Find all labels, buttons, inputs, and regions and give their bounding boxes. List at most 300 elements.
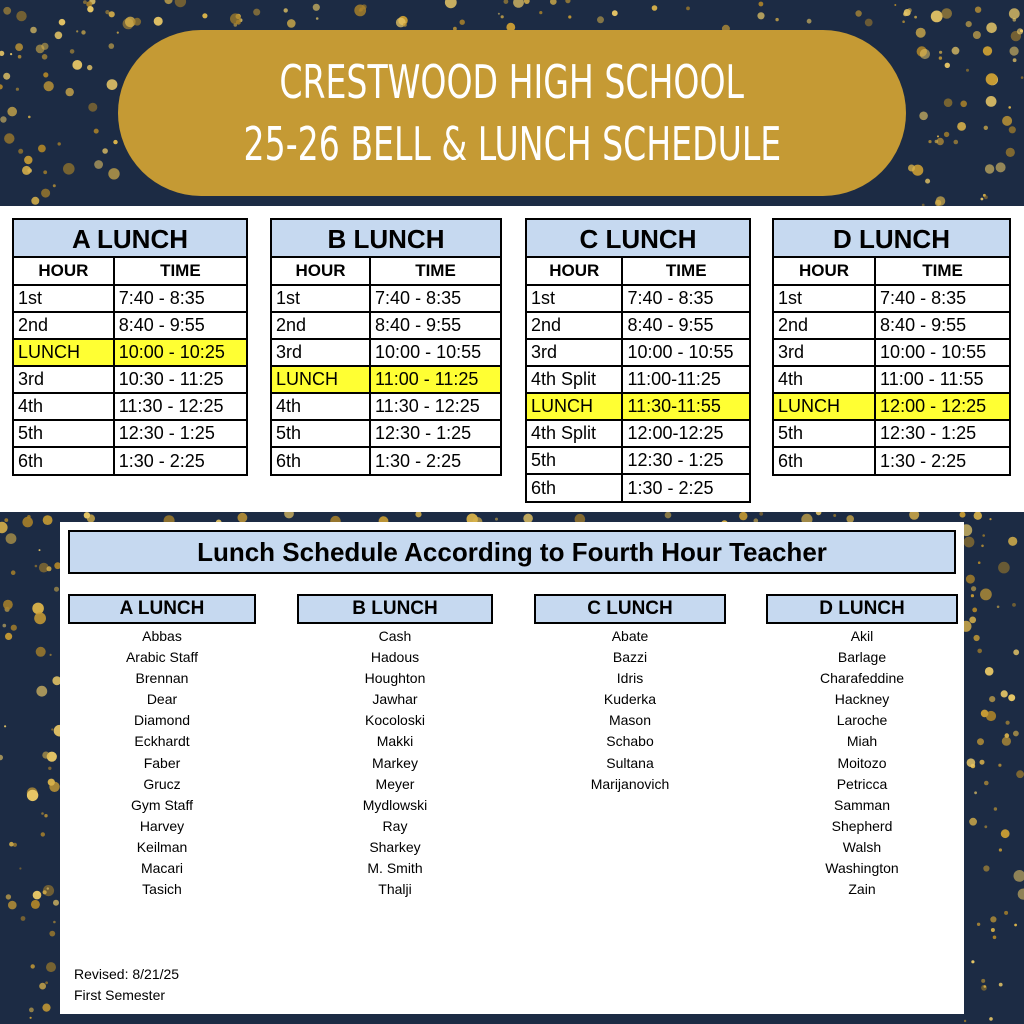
confetti-dot (31, 900, 40, 909)
confetti-dot (28, 116, 31, 119)
lunch-row (272, 366, 500, 393)
period-cell: 2nd (272, 312, 370, 339)
confetti-dot (665, 512, 672, 519)
teacher-lunch-panel (60, 522, 964, 1014)
time-cell: 7:40 - 8:35 (875, 285, 1009, 312)
period-row (272, 339, 500, 366)
confetti-dot (53, 900, 59, 906)
confetti-dot (974, 512, 982, 520)
confetti-dot (1008, 106, 1011, 109)
confetti-dot (973, 31, 981, 39)
confetti-dot (88, 103, 97, 112)
confetti-dot (287, 19, 296, 28)
confetti-dot (1005, 733, 1010, 738)
teacher-name: Charafeddine (819, 670, 905, 687)
confetti-dot (919, 112, 928, 121)
confetti-dot (253, 9, 260, 16)
confetti-dot (967, 758, 976, 767)
confetti-dot (984, 985, 987, 988)
confetti-dot (31, 197, 39, 205)
period-cell: 3rd (14, 366, 114, 393)
confetti-dot (989, 1017, 993, 1021)
time-cell: 12:30 - 1:25 (875, 420, 1009, 447)
confetti-dot (16, 88, 19, 91)
teacher-name: Hadous (370, 649, 420, 666)
period-row (272, 312, 500, 339)
confetti-dot (415, 511, 421, 517)
confetti-dot (944, 132, 949, 137)
confetti-dot (986, 23, 997, 34)
confetti-dot (984, 195, 988, 199)
confetti-dot (1008, 694, 1015, 701)
confetti-dot (0, 51, 4, 56)
teacher-name: Sharkey (369, 838, 421, 855)
confetti-dot (1013, 18, 1017, 22)
confetti-dot (29, 1008, 34, 1013)
confetti-dot (957, 122, 966, 131)
confetti-dot (9, 842, 14, 847)
header-row (527, 258, 749, 285)
teacher-name: Shepherd (831, 817, 893, 834)
teacher-name: Ray (382, 817, 408, 834)
confetti-dot (102, 148, 108, 154)
teacher-name: Hackney (834, 691, 890, 708)
period-row (272, 447, 500, 474)
confetti-dot (46, 962, 56, 972)
confetti-dot (504, 0, 509, 4)
teacher-name: Samman (833, 796, 891, 813)
confetti-dot (984, 781, 989, 786)
schedule-title: A LUNCH (14, 220, 246, 258)
teacher-name: Markey (372, 754, 418, 771)
confetti-dot (964, 537, 975, 548)
schedule-title: B LUNCH (272, 220, 500, 258)
confetti-dot (894, 4, 896, 6)
confetti-dot (941, 8, 952, 19)
teacher-list (297, 626, 493, 900)
confetti-dot (43, 170, 47, 174)
confetti-dot (27, 790, 38, 801)
confetti-dot (42, 54, 48, 60)
teacher-name: Grucz (143, 775, 181, 792)
teacher-name: Akil (850, 628, 874, 644)
confetti-dot (775, 18, 778, 21)
confetti-dot (498, 13, 500, 15)
confetti-dot (34, 612, 46, 624)
confetti-dot (48, 779, 55, 786)
lunch-row (527, 393, 749, 420)
confetti-dot (354, 4, 366, 16)
teacher-name: Sultana (606, 754, 654, 771)
confetti-dot (568, 15, 571, 18)
teacher-name: Walsh (842, 838, 882, 855)
schedule-grid (14, 258, 246, 474)
confetti-dot (964, 1020, 966, 1022)
confetti-dot (0, 522, 8, 533)
time-cell: 12:00-12:25 (622, 420, 749, 447)
header-row (272, 258, 500, 285)
confetti-dot (981, 198, 984, 201)
period-row (774, 420, 1009, 447)
time-cell: 12:00 - 12:25 (875, 393, 1009, 420)
confetti-dot (4, 518, 8, 522)
confetti-dot (1004, 911, 1008, 915)
confetti-dot (59, 19, 66, 26)
period-cell: 5th (774, 420, 875, 447)
header-row (14, 258, 246, 285)
time-cell: 11:30 - 12:25 (370, 393, 500, 420)
teacher-name: Mydlowski (362, 796, 428, 813)
confetti-dot (6, 894, 11, 899)
teacher-list (534, 626, 726, 795)
confetti-dot (939, 51, 942, 54)
period-cell: 1st (774, 285, 875, 312)
column-heading: A LUNCH (68, 594, 256, 624)
confetti-dot (971, 960, 974, 963)
confetti-dot (43, 72, 48, 77)
time-cell: 12:30 - 1:25 (370, 420, 500, 447)
hour-header: HOUR (272, 258, 370, 285)
confetti-dot (985, 164, 994, 173)
time-cell: 1:30 - 2:25 (622, 474, 749, 501)
confetti-dot (107, 79, 118, 90)
time-cell: 1:30 - 2:25 (114, 447, 246, 474)
period-cell: 1st (527, 285, 622, 312)
schedule-grid (774, 258, 1009, 474)
confetti-dot (33, 891, 42, 900)
confetti-dot (7, 107, 17, 117)
teacher-name: Makki (376, 733, 414, 750)
confetti-dot (460, 20, 465, 25)
confetti-dot (49, 931, 55, 937)
confetti-dot (986, 73, 998, 85)
confetti-dot (981, 979, 985, 983)
confetti-dot (989, 696, 995, 702)
header-row (774, 258, 1009, 285)
confetti-dot (16, 11, 26, 21)
confetti-dot (31, 964, 35, 968)
period-row (774, 339, 1009, 366)
confetti-dot (597, 16, 604, 23)
confetti-dot (1002, 737, 1011, 746)
period-row (774, 366, 1009, 393)
confetti-dot (42, 752, 49, 759)
confetti-dot (108, 168, 119, 179)
period-row (527, 285, 749, 312)
hour-header: HOUR (14, 258, 114, 285)
teacher-name: Moitozo (837, 754, 887, 771)
schedule-title: C LUNCH (527, 220, 749, 258)
confetti-dot (997, 606, 1000, 609)
confetti-dot (15, 43, 23, 51)
confetti-dot (757, 12, 764, 19)
column-heading: C LUNCH (534, 594, 726, 624)
time-cell: 1:30 - 2:25 (875, 447, 1009, 474)
confetti-dot (8, 901, 17, 910)
time-cell: 10:30 - 11:25 (114, 366, 246, 393)
teacher-name: Arabic Staff (125, 649, 199, 666)
period-cell: 2nd (527, 312, 622, 339)
teacher-name: Cash (378, 628, 412, 644)
teacher-name: Gym Staff (131, 796, 193, 813)
confetti-dot (403, 23, 407, 27)
period-cell: 1st (14, 285, 114, 312)
teacher-name: Jawhar (372, 691, 418, 708)
confetti-dot (980, 589, 992, 601)
teacher-name: Tasich (142, 881, 182, 898)
confetti-dot (0, 755, 3, 761)
confetti-dot (70, 49, 75, 54)
confetti-dot (972, 608, 977, 613)
confetti-dot (960, 512, 966, 518)
confetti-dot (513, 0, 524, 8)
confetti-dot (51, 728, 53, 730)
confetti-dot (501, 15, 504, 18)
confetti-dot (39, 983, 46, 990)
confetti-dot (109, 43, 115, 49)
confetti-dot (999, 848, 1002, 851)
confetti-dot (18, 55, 22, 59)
period-cell: 4th (774, 366, 875, 393)
period-row (527, 474, 749, 501)
confetti-dot (4, 133, 14, 143)
confetti-dot (974, 791, 977, 794)
teacher-name: M. Smith (367, 860, 423, 877)
confetti-dot (3, 73, 10, 80)
teacher-name: Meyer (375, 775, 415, 792)
confetti-dot (550, 0, 557, 5)
period-cell: 6th (527, 474, 622, 501)
confetti-dot (84, 512, 90, 518)
confetti-dot (30, 1017, 32, 1019)
teacher-list (68, 626, 256, 900)
confetti-dot (539, 11, 542, 14)
confetti-dot (63, 163, 75, 175)
confetti-dot (928, 140, 931, 143)
confetti-dot (44, 81, 54, 91)
confetti-dot (94, 129, 99, 134)
schedule-grid (272, 258, 500, 474)
teacher-name: Abate (611, 628, 649, 644)
confetti-dot (10, 53, 12, 55)
confetti-dot (0, 84, 3, 89)
confetti-dot (19, 867, 21, 869)
confetti-dot (939, 56, 942, 59)
confetti-dot (53, 184, 56, 187)
teacher-name: Abbas (142, 628, 182, 644)
school-name: CRESTWOOD HIGH SCHOOL (279, 55, 745, 109)
confetti-dot (983, 46, 992, 55)
period-row (14, 393, 246, 420)
confetti-dot (1006, 721, 1010, 725)
teacher-name: Harvey (139, 817, 185, 834)
confetti-dot (117, 31, 119, 33)
period-cell: 4th Split (527, 366, 622, 393)
confetti-dot (11, 570, 16, 575)
period-row (14, 420, 246, 447)
confetti-dot (969, 818, 977, 826)
lunch-row (14, 339, 246, 366)
period-cell: 5th (272, 420, 370, 447)
teacher-column-a (68, 594, 256, 900)
confetti-dot (1008, 537, 1017, 546)
confetti-dot (5, 633, 12, 640)
confetti-dot (1013, 58, 1017, 62)
confetti-dot (1021, 76, 1024, 79)
column-heading: D LUNCH (766, 594, 958, 624)
period-row (14, 312, 246, 339)
confetti-dot (920, 49, 930, 59)
period-cell: 6th (272, 447, 370, 474)
confetti-dot (1010, 47, 1019, 56)
confetti-dot (986, 96, 997, 107)
confetti-dot (855, 10, 861, 16)
time-header: TIME (875, 258, 1009, 285)
confetti-dot (937, 135, 939, 137)
period-row (14, 447, 246, 474)
confetti-dot (969, 617, 976, 624)
confetti-dot (974, 635, 980, 641)
confetti-dot (1016, 770, 1024, 778)
confetti-dot (954, 140, 959, 145)
time-cell: 8:40 - 9:55 (370, 312, 500, 339)
confetti-dot (984, 825, 987, 828)
period-row (14, 285, 246, 312)
confetti-dot (175, 0, 186, 7)
confetti-dot (985, 667, 994, 676)
time-header: TIME (114, 258, 246, 285)
period-cell: 2nd (774, 312, 875, 339)
teacher-name: Mason (608, 712, 652, 729)
teacher-panel-title: Lunch Schedule According to Fourth Hour Teacher (68, 530, 956, 574)
confetti-dot (53, 921, 56, 924)
confetti-dot (1001, 690, 1008, 697)
confetti-dot (43, 890, 47, 894)
confetti-dot (133, 18, 141, 26)
confetti-dot (495, 518, 498, 521)
period-cell: LUNCH (14, 339, 114, 366)
confetti-dot (22, 517, 33, 528)
column-heading: B LUNCH (297, 594, 493, 624)
teacher-name: Miah (846, 733, 878, 750)
teacher-name: Laroche (836, 712, 888, 729)
confetti-dot (993, 936, 997, 940)
period-row (774, 447, 1009, 474)
confetti-dot (524, 0, 530, 4)
teacher-name: Zain (848, 881, 876, 898)
confetti-dot (982, 534, 985, 537)
confetti-dot (935, 140, 938, 143)
confetti-dot (977, 738, 984, 745)
confetti-dot (983, 865, 989, 871)
semester-label: First Semester (74, 987, 166, 1003)
confetti-dot (931, 11, 943, 23)
confetti-dot (30, 27, 37, 34)
period-row (774, 312, 1009, 339)
confetti-dot (44, 814, 47, 817)
teacher-name: Eckhardt (134, 733, 190, 750)
confetti-dot (3, 600, 13, 610)
time-cell: 1:30 - 2:25 (370, 447, 500, 474)
confetti-dot (22, 166, 31, 175)
period-cell: 4th (14, 393, 114, 420)
teacher-name: Washington (825, 860, 899, 877)
schedule-grid (527, 258, 749, 501)
confetti-dot (154, 17, 163, 26)
period-cell: LUNCH (272, 366, 370, 393)
period-row (272, 420, 500, 447)
teacher-name: Petricca (836, 775, 888, 792)
teacher-list (766, 626, 958, 900)
schedule-table-d-lunch (772, 218, 1011, 476)
period-cell: 2nd (14, 312, 114, 339)
confetti-dot (48, 767, 51, 770)
confetti-dot (925, 179, 930, 184)
confetti-dot (999, 983, 1003, 987)
confetti-dot (991, 928, 995, 932)
period-cell: 5th (527, 447, 622, 474)
confetti-dot (1013, 731, 1019, 737)
teacher-name: Diamond (133, 712, 191, 729)
period-row (527, 366, 749, 393)
period-row (272, 393, 500, 420)
period-row (527, 339, 749, 366)
revised-date: Revised: 8/21/25 (74, 966, 180, 982)
period-cell: LUNCH (774, 393, 875, 420)
hour-header: HOUR (774, 258, 875, 285)
confetti-dot (865, 19, 873, 27)
confetti-dot (833, 514, 836, 517)
confetti-dot (83, 0, 87, 4)
confetti-dot (902, 20, 905, 23)
teacher-name: Macari (140, 860, 183, 877)
revision-note (74, 964, 179, 1006)
period-cell: 6th (14, 447, 114, 474)
confetti-dot (759, 2, 764, 7)
confetti-dot (981, 710, 989, 718)
confetti-dot (58, 142, 61, 145)
time-cell: 11:30 - 12:25 (114, 393, 246, 420)
confetti-dot (32, 603, 44, 615)
confetti-dot (76, 30, 78, 32)
confetti-dot (45, 981, 48, 984)
confetti-dot (316, 17, 319, 20)
time-cell: 11:00 - 11:55 (875, 366, 1009, 393)
confetti-dot (1002, 116, 1012, 126)
schedule-table-c-lunch (525, 218, 751, 503)
confetti-dot (1018, 889, 1024, 900)
confetti-dot (759, 512, 763, 516)
confetti-dot (998, 764, 1001, 767)
confetti-dot (971, 594, 974, 597)
confetti-dot (1017, 28, 1023, 34)
confetti-dot (907, 8, 911, 12)
teacher-name: Kocoloski (365, 712, 425, 729)
confetti-dot (41, 812, 44, 815)
confetti-dot (1014, 924, 1017, 927)
time-cell: 11:00 - 11:25 (370, 366, 500, 393)
confetti-dot (945, 63, 950, 68)
period-row (527, 312, 749, 339)
time-cell: 10:00 - 10:55 (370, 339, 500, 366)
period-cell: 4th (272, 393, 370, 420)
confetti-dot (989, 518, 991, 520)
confetti-dot (914, 16, 917, 19)
confetti-dot (6, 533, 17, 544)
confetti-dot (230, 13, 241, 24)
confetti-dot (105, 10, 109, 14)
period-row (774, 285, 1009, 312)
